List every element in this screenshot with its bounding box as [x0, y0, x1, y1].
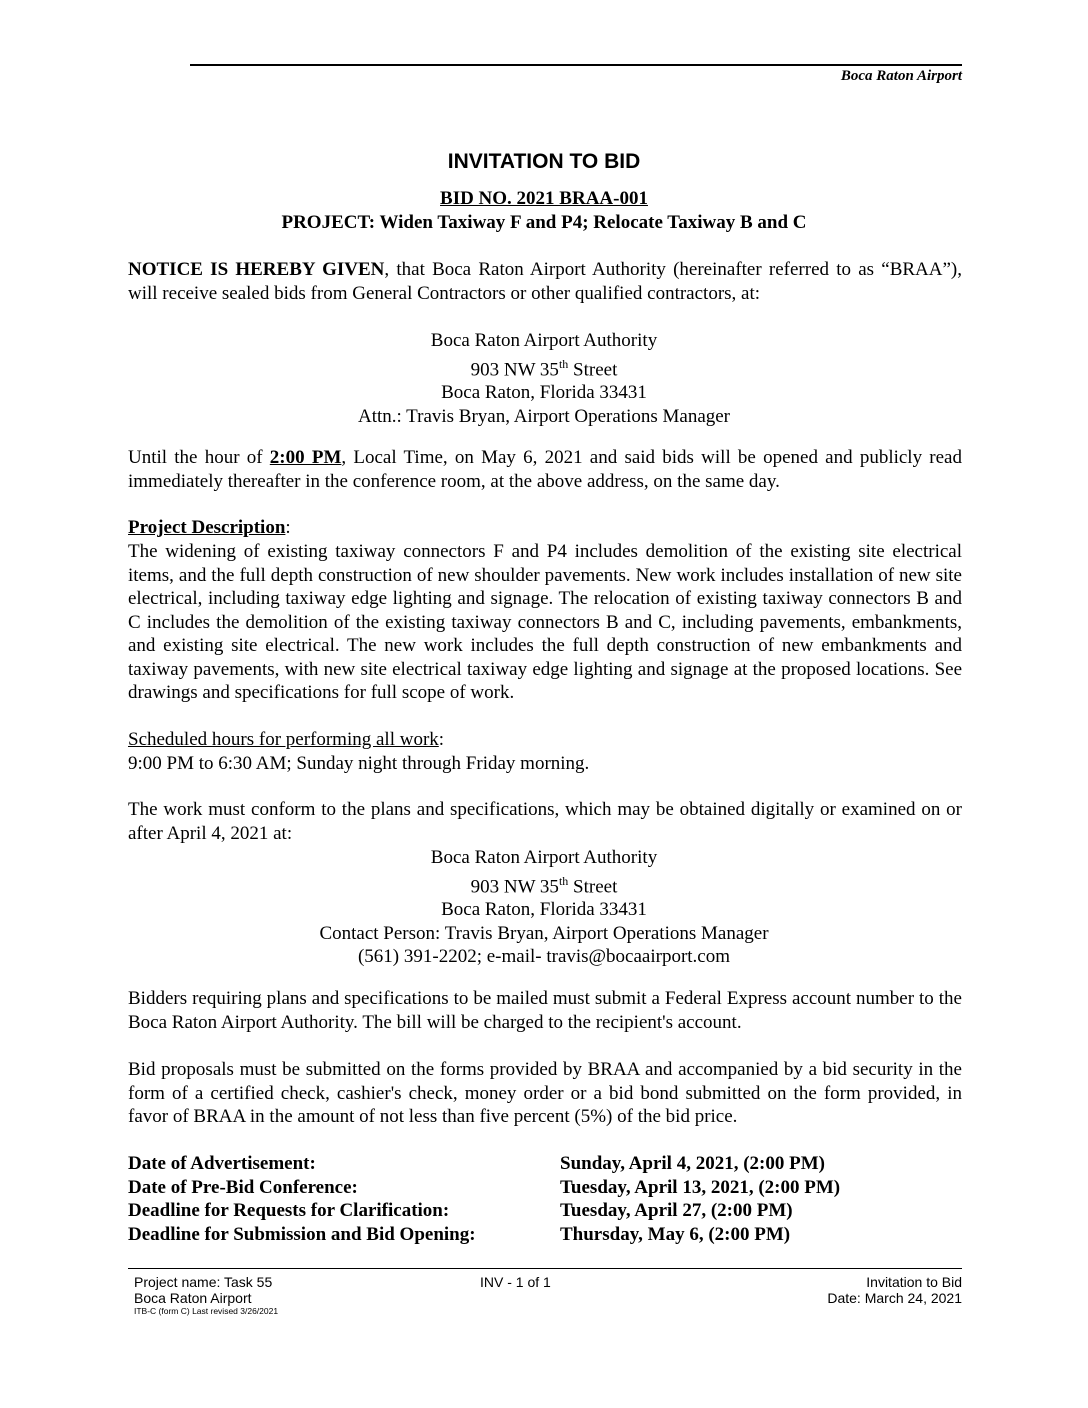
dates-table — [128, 1152, 962, 1246]
footer-doc-title: Invitation to Bid — [866, 1274, 962, 1290]
footer-date: Date: March 24, 2021 — [827, 1290, 962, 1306]
date-row — [128, 1223, 962, 1247]
date-row — [128, 1199, 962, 1223]
contact-info: (561) 391-2202; e-mail- travis@bocaairport.com — [357, 946, 731, 968]
bid-address — [0, 329, 1088, 428]
date-label: Date of Advertisement: — [128, 1153, 316, 1174]
footer-left — [134, 1274, 278, 1316]
schedule-heading: Scheduled hours for performing all work: — [128, 729, 445, 750]
date-label: Date of Pre-Bid Conference: — [128, 1176, 358, 1198]
date-value: Tuesday, April 27, (2:00 PM) — [560, 1200, 793, 1221]
header-org: Boca Raton Airport — [840, 68, 962, 84]
date-row — [128, 1176, 962, 1200]
date-value: Thursday, May 6, (2:00 PM) — [560, 1223, 791, 1245]
project-title: PROJECT: Widen Taxiway F and P4; Relocate Taxiway B and C — [281, 212, 807, 233]
header-rule — [190, 64, 962, 66]
footer-org: Boca Raton Airport — [134, 1290, 252, 1306]
footer-form: ITB-C (form C) Last revised 3/26/2021 — [134, 1306, 279, 1316]
date-row — [128, 1152, 962, 1176]
footer-page-number: INV - 1 of 1 — [480, 1274, 551, 1290]
deadline-time: 2:00 PM — [269, 447, 342, 468]
address-street: 903 NW 35th Street — [470, 873, 618, 897]
address-line: Boca Raton Airport Authority — [430, 330, 658, 351]
bond-paragraph: Bid proposals must be submitted on the forms provided by BRAA and accompanied by a bid security in the form of a certified check, cashier's check, money order or a bid bond submitted on the form provided, in favor of BRAA in the amount of not less than five percent (5%) of the bid price. — [128, 1059, 962, 1127]
mail-paragraph: Bidders requiring plans and specifications to be mailed must submit a Federal Express account number to the Boca Raton Airport Authority. The bill will be charged to the recipient's account. — [128, 988, 962, 1033]
address-line: Boca Raton, Florida 33431 — [441, 382, 647, 404]
project-description-text: The widening of existing taxiway connectors F and P4 includes demolition of the existing site electrical items, and the full depth construction of new shoulder pavements. New work includes installation of new site electrical, including taxiway edge lighting and signage. The relocation of existing taxiway connectors B and C includes the demolition of the existing taxiway connectors B and C, including pavements, embankments, and existing site electrical. The new work includes the full depth construction of new embankments and taxiway pavements, with new site electrical taxiway edge lighting and signage at the proposed locations. See drawings and specifications for full scope of work. — [128, 541, 962, 703]
address-street: 903 NW 35th Street — [470, 356, 618, 380]
footer-rule — [128, 1268, 962, 1269]
contact-person: Contact Person: Travis Bryan, Airport Operations Manager — [319, 922, 769, 944]
plans-address — [0, 846, 1088, 969]
date-label: Deadline for Submission and Bid Opening: — [128, 1223, 476, 1245]
date-label: Deadline for Requests for Clarification: — [128, 1200, 450, 1221]
address-attn: Attn.: Travis Bryan, Airport Operations Manager — [357, 405, 731, 427]
date-value: Sunday, April 4, 2021, (2:00 PM) — [560, 1153, 825, 1174]
project-description-heading: Project Description: — [128, 517, 291, 538]
address-line: Boca Raton, Florida 33431 — [441, 899, 647, 921]
page-title: INVITATION TO BID — [447, 150, 641, 173]
schedule-text: 9:00 PM to 6:30 AM; Sunday night through Friday morning. — [128, 753, 590, 774]
footer-project-name: Project name: Task 55 — [134, 1274, 273, 1290]
notice-text: , that Boca Raton Airport Authority (hereinafter referred to as “BRAA”), will receive sealed bids from General Contractors or other qualified contractors, at: — [128, 259, 962, 304]
date-value: Tuesday, April 13, 2021, (2:00 PM) — [560, 1176, 841, 1198]
conform-paragraph: The work must conform to the plans and specifications, which may be obtained digitally or examined on or after April 4, 2021 at: — [128, 799, 962, 844]
footer-right — [827, 1274, 962, 1306]
deadline-paragraph: Until the hour of 2:00 PM, Local Time, on May 6, 2021 and said bids will be opened and publicly read immediately thereafter in the conference room, at the above address, on the same day. — [128, 447, 962, 492]
notice-paragraph — [128, 258, 962, 305]
address-line: Boca Raton Airport Authority — [430, 847, 658, 868]
notice-lead: NOTICE IS HEREBY GIVEN — [128, 259, 385, 280]
bid-number: BID NO. 2021 BRAA-001 — [440, 188, 648, 209]
